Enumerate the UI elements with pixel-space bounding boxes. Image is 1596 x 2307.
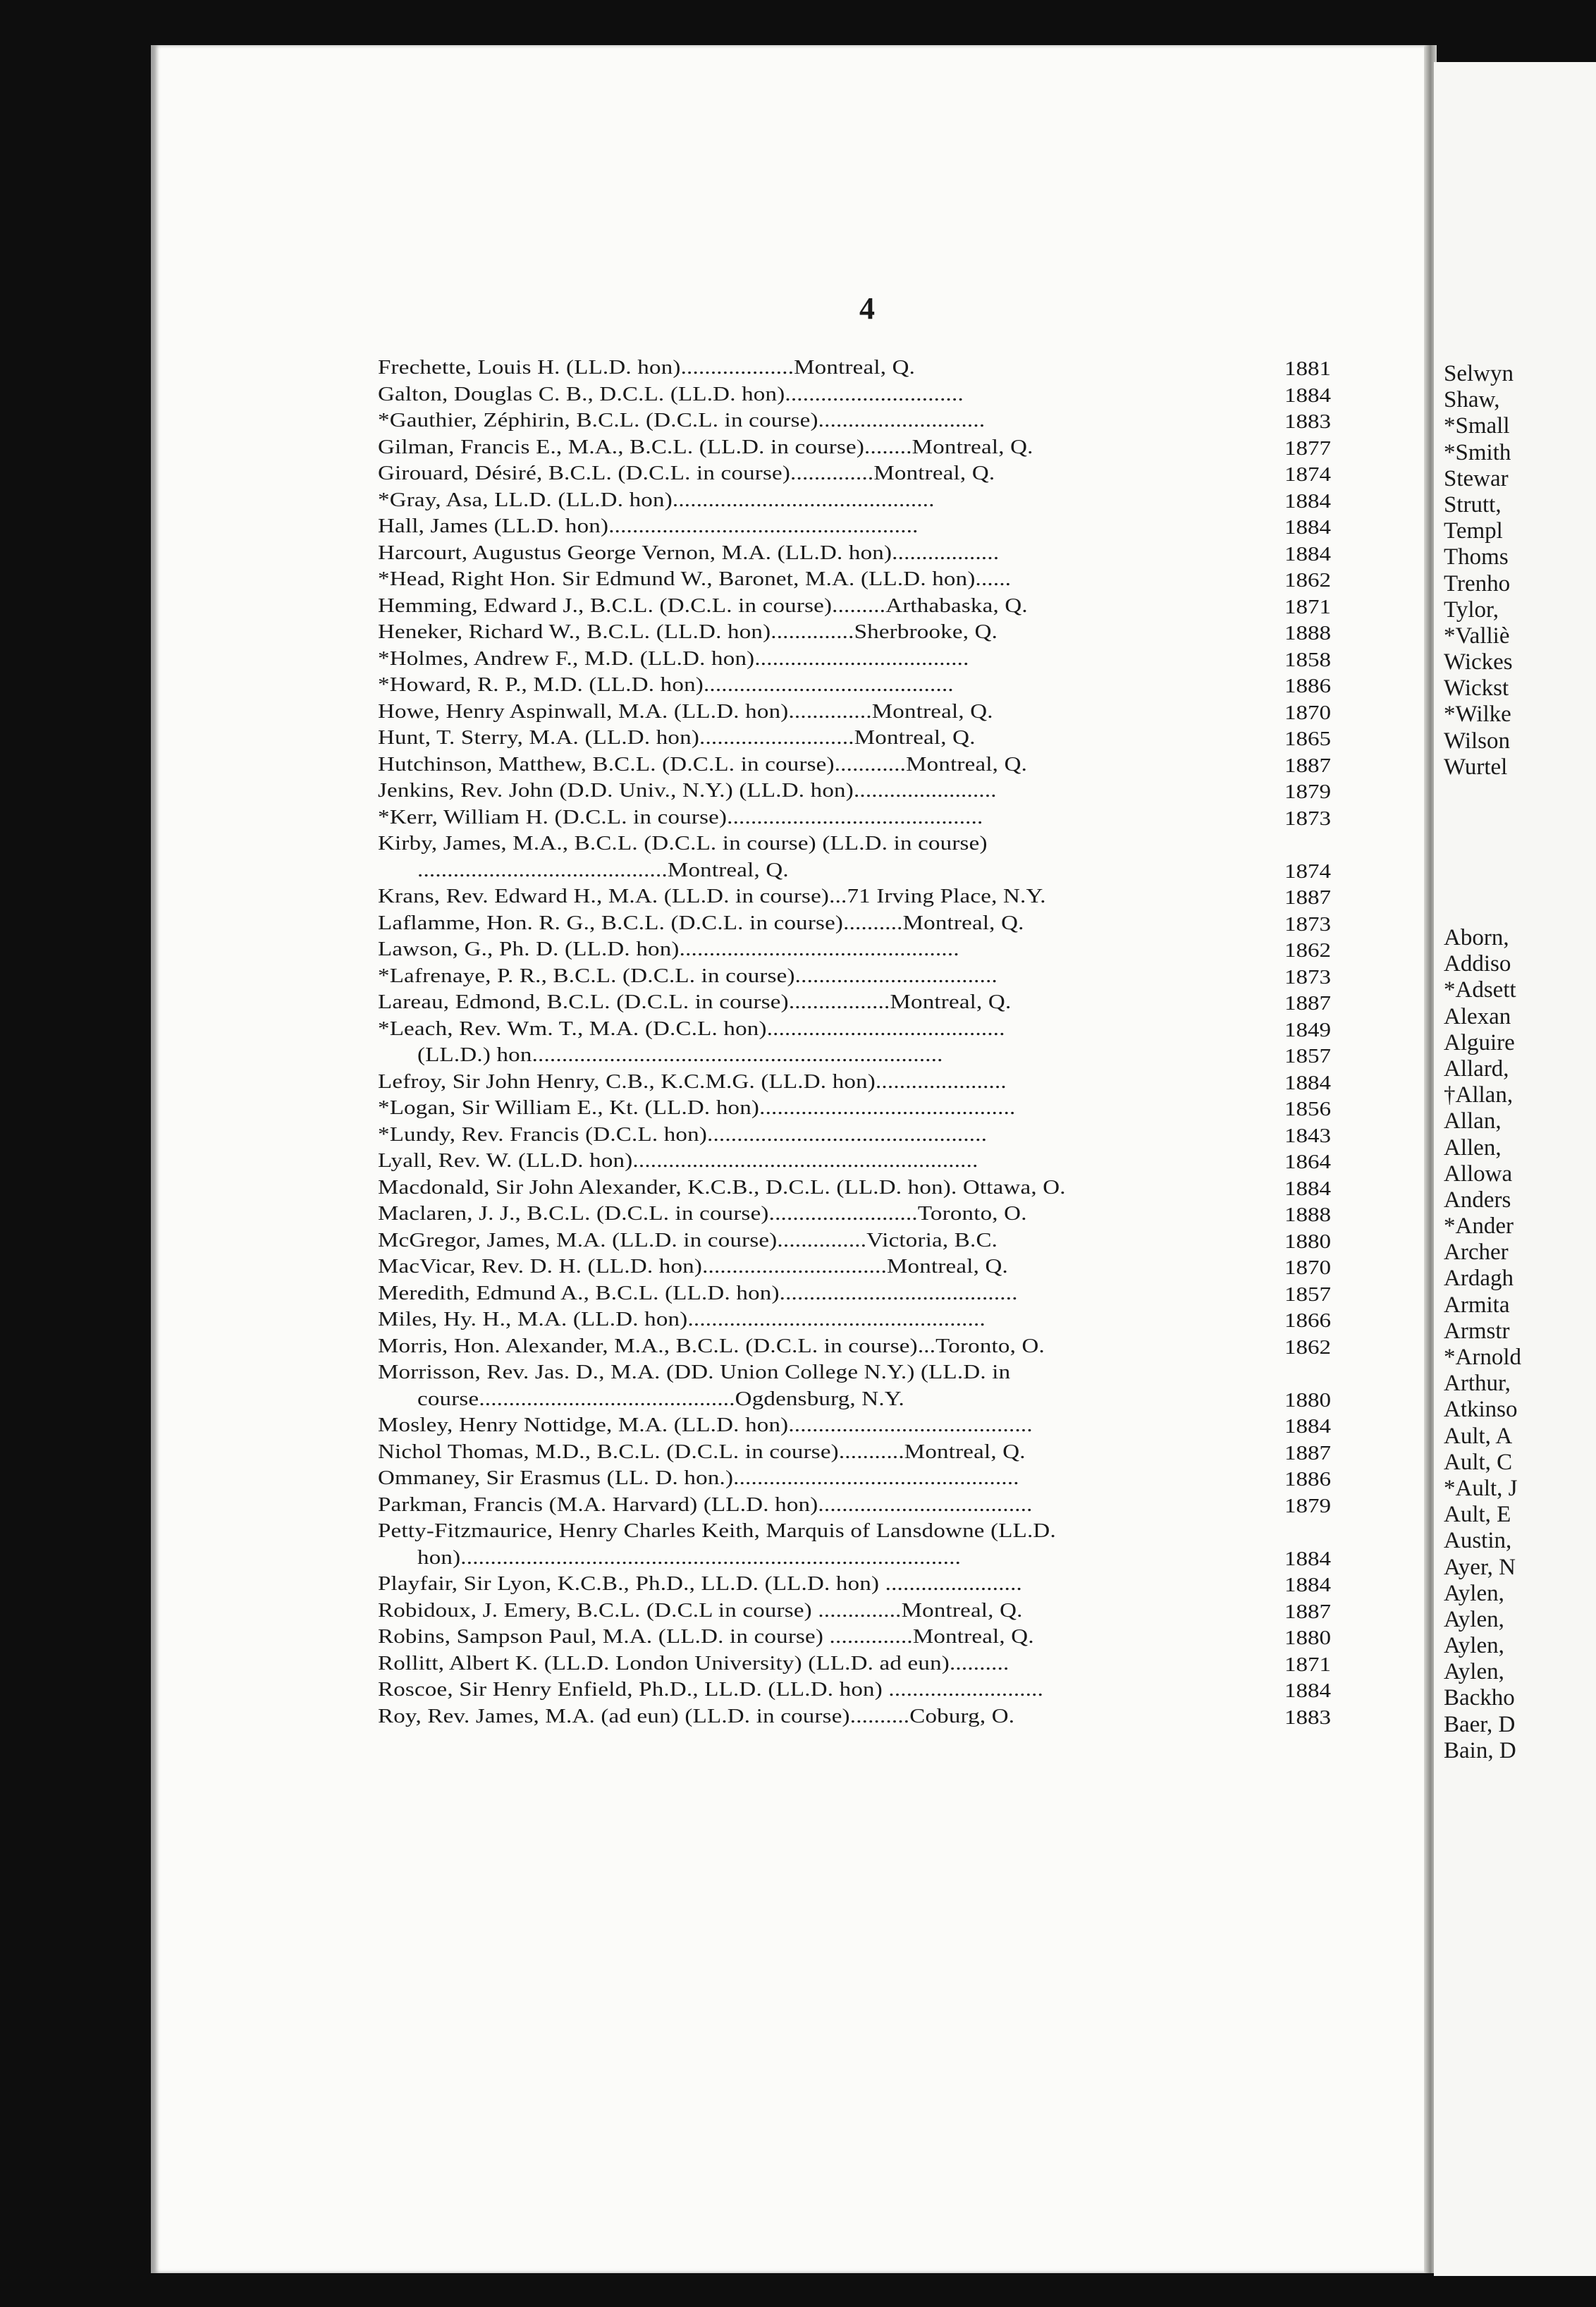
entry-text: Lareau, Edmond, B.C.L. (D.C.L. in course).................Montreal, Q. — [378, 991, 1012, 1013]
entry-text: Laflamme, Hon. R. G., B.C.L. (D.C.L. in course)..........Montreal, Q. — [378, 912, 1024, 934]
entry-year: 1873 — [1284, 966, 1331, 989]
entry-year: 1884 — [1284, 517, 1331, 539]
register-entries — [361, 357, 1331, 1736]
entry-year: 1874 — [1284, 464, 1331, 486]
entry-text: *Logan, Sir William E., Kt. (LL.D. hon)........................................... — [378, 1097, 1016, 1119]
entry-text: Petty-Fitzmaurice, Henry Charles Keith, Marquis of Lansdowne (LL.D. — [378, 1520, 1056, 1542]
entry-year: 1886 — [1284, 1469, 1331, 1491]
entry-text: Meredith, Edmund A., B.C.L. (LL.D. hon)........................................ — [378, 1282, 1018, 1304]
right-page-entry-fragment: †Allan, — [1444, 1082, 1514, 1108]
entry-year: 1887 — [1284, 887, 1331, 909]
right-page-entry-fragment: Tylor, — [1444, 596, 1499, 623]
entry-year: 1884 — [1284, 1574, 1331, 1596]
entry-year: 1858 — [1284, 649, 1331, 671]
entry-year: 1881 — [1284, 358, 1331, 380]
right-page-entry-fragment: Aylen, — [1444, 1659, 1504, 1685]
entry-year: 1886 — [1284, 675, 1331, 697]
entry-text: Gilman, Francis E., M.A., B.C.L. (LL.D. in course)........Montreal, Q. — [378, 436, 1033, 458]
right-page-entry-fragment: Baer, D — [1444, 1711, 1516, 1737]
right-page-lower-column — [1444, 925, 1596, 1764]
entry-year: 1884 — [1284, 1177, 1331, 1200]
entry-year: 1884 — [1284, 1416, 1331, 1438]
entry-text: Maclaren, J. J., B.C.L. (D.C.L. in course).........................Toronto, O. — [378, 1203, 1027, 1225]
right-page-entry-fragment: Alexan — [1444, 1003, 1511, 1029]
entry-text: Playfair, Sir Lyon, K.C.B., Ph.D., LL.D. (LL.D. hon) ....................... — [378, 1573, 1022, 1595]
right-page-entry-fragment: Ardagh — [1444, 1266, 1514, 1292]
right-page-entry-fragment: Bain, D — [1444, 1737, 1516, 1763]
right-page-entry-fragment: Strutt, — [1444, 491, 1502, 518]
entry-text: Morris, Hon. Alexander, M.A., B.C.L. (D.C.L. in course)...Toronto, O. — [378, 1335, 1045, 1357]
right-page-entry-fragment: Alguire — [1444, 1029, 1515, 1055]
right-page-entry-fragment: Wickst — [1444, 675, 1509, 702]
entry-text: Hemming, Edward J., B.C.L. (D.C.L. in course).........Arthabaska, Q. — [378, 594, 1028, 617]
entry-text: course...........................................Ogdensburg, N.Y. — [417, 1388, 904, 1410]
entry-text: Nichol Thomas, M.D., B.C.L. (D.C.L. in course)...........Montreal, Q. — [378, 1440, 1026, 1463]
entry-text: Miles, Hy. H., M.A. (LL.D. hon).................................................. — [378, 1309, 986, 1330]
entry-text: Hunt, T. Sterry, M.A. (LL.D. hon)..........................Montreal, Q. — [378, 727, 976, 749]
right-page-entry-fragment: Ault, A — [1444, 1423, 1513, 1449]
entry-year: 1887 — [1284, 993, 1331, 1015]
right-page-entry-fragment: Arthur, — [1444, 1371, 1511, 1397]
entry-text: Lyall, Rev. W. (LL.D. hon).......................................................... — [378, 1150, 978, 1172]
entry-year: 1880 — [1284, 1230, 1331, 1253]
right-page-entry-fragment: *Adsett — [1444, 977, 1516, 1003]
entry-text: Hutchinson, Matthew, B.C.L. (D.C.L. in course)............Montreal, Q. — [378, 753, 1028, 776]
entry-year: 1887 — [1284, 754, 1331, 777]
entry-year: 1864 — [1284, 1151, 1331, 1173]
entry-year: 1887 — [1284, 1601, 1331, 1623]
entry-text: *Lundy, Rev. Francis (D.C.L. hon)............................................... — [378, 1123, 988, 1146]
right-page-entry-fragment: Atkinso — [1444, 1397, 1518, 1423]
right-page-entry-fragment: Armita — [1444, 1292, 1510, 1318]
entry-text: Kirby, James, M.A., B.C.L. (D.C.L. in course) (LL.D. in course) — [378, 833, 988, 855]
entry-year: 1880 — [1284, 1389, 1331, 1412]
entry-text: Krans, Rev. Edward H., M.A. (LL.D. in course)...71 Irving Place, N.Y. — [378, 886, 1046, 907]
entry-year: 1888 — [1284, 1204, 1331, 1226]
right-page-entry-fragment: Templ — [1444, 518, 1503, 544]
right-page-entry-fragment: Ayer, N — [1444, 1554, 1516, 1580]
right-page-entry-fragment: Selwyn — [1444, 361, 1514, 386]
right-page-entry-fragment: Allowa — [1444, 1161, 1513, 1187]
entry-year: 1862 — [1284, 940, 1331, 962]
right-page-entry-fragment: Aylen, — [1444, 1633, 1504, 1659]
entry-year: 1883 — [1284, 411, 1331, 433]
entry-text: Harcourt, Augustus George Vernon, M.A. (LL.D. hon).................. — [378, 541, 1000, 564]
right-page-entry-fragment: Austin, — [1444, 1528, 1512, 1554]
right-page-entry-fragment: Armstr — [1444, 1318, 1510, 1344]
right-page-entry-fragment: *Wilke — [1444, 702, 1511, 728]
entry-year: 1883 — [1284, 1706, 1331, 1729]
right-page-entry-fragment: Aylen, — [1444, 1606, 1504, 1632]
right-page-entry-fragment: Shaw, — [1444, 387, 1500, 413]
entry-text: MacVicar, Rev. D. H. (LL.D. hon)...............................Montreal, Q. — [378, 1256, 1008, 1278]
entry-text: Jenkins, Rev. John (D.D. Univ., N.Y.) (LL.D. hon)........................ — [378, 780, 997, 802]
right-page-entry-fragment: Allan, — [1444, 1108, 1502, 1134]
right-page-entry-fragment: Backho — [1444, 1685, 1515, 1711]
entry-year: 1856 — [1284, 1099, 1331, 1120]
entry-year: 1871 — [1284, 1653, 1331, 1676]
entry-year: 1871 — [1284, 596, 1331, 618]
entry-year: 1873 — [1284, 807, 1331, 830]
right-page-entry-fragment: Wickes — [1444, 649, 1513, 675]
entry-text: Ommaney, Sir Erasmus (LL. D. hon.)................................................ — [378, 1467, 1019, 1489]
entry-year: 1877 — [1284, 437, 1331, 460]
entry-text: Robidoux, J. Emery, B.C.L. (D.C.L in course) ..............Montreal, Q. — [378, 1599, 1023, 1622]
entry-text: (LL.D.) hon..................................................................... — [417, 1044, 943, 1066]
right-page-entry-fragment: Addiso — [1444, 951, 1511, 977]
right-page-entry-fragment: Aborn, — [1444, 925, 1509, 950]
right-page-entry-fragment: Ault, E — [1444, 1502, 1511, 1528]
entry-year: 1884 — [1284, 384, 1331, 407]
entry-year: 1849 — [1284, 1019, 1331, 1041]
entry-year: 1884 — [1284, 543, 1331, 565]
right-page-entry-fragment: Ault, C — [1444, 1449, 1513, 1475]
right-page-entry-fragment: Allard, — [1444, 1055, 1509, 1082]
entry-text: Morrisson, Rev. Jas. D., M.A. (DD. Union College N.Y.) (LL.D. in — [378, 1361, 1011, 1383]
entry-year: 1884 — [1284, 1548, 1331, 1570]
entry-text: Howe, Henry Aspinwall, M.A. (LL.D. hon)..............Montreal, Q. — [378, 700, 993, 723]
right-page-entry-fragment: Trenho — [1444, 570, 1511, 596]
page-number: 4 — [859, 291, 875, 326]
entry-text: Frechette, Louis H. (LL.D. hon)...................Montreal, Q. — [378, 357, 916, 379]
entry-text: *Leach, Rev. Wm. T., M.A. (D.C.L. hon)........................................ — [378, 1017, 1005, 1040]
entry-text: Roscoe, Sir Henry Enfield, Ph.D., LL.D. (LL.D. hon) .......................... — [378, 1679, 1044, 1701]
entry-text: Hall, James (LL.D. hon).................................................... — [378, 515, 919, 537]
entry-text: *Head, Right Hon. Sir Edmund W., Baronet, M.A. (LL.D. hon)...... — [378, 568, 1012, 590]
entry-text: ..........................................Montreal, Q. — [417, 859, 789, 881]
right-page — [1434, 62, 1596, 2276]
entry-year: 1866 — [1284, 1310, 1331, 1332]
entry-text: Roy, Rev. James, M.A. (ad eun) (LL.D. in course)..........Coburg, O. — [378, 1705, 1015, 1727]
entry-text: Lefroy, Sir John Henry, C.B., K.C.M.G. (LL.D. hon)...................... — [378, 1070, 1007, 1093]
entry-text: Rollitt, Albert K. (LL.D. London University) (LL.D. ad eun).......... — [378, 1652, 1009, 1675]
entry-text: Robins, Sampson Paul, M.A. (LL.D. in course) ..............Montreal, Q. — [378, 1626, 1034, 1648]
right-page-upper-column — [1444, 361, 1596, 781]
entry-text: Mosley, Henry Nottidge, M.A. (LL.D. hon)......................................... — [378, 1414, 1033, 1436]
entry-year: 1870 — [1284, 1257, 1331, 1279]
entry-year: 1862 — [1284, 570, 1331, 592]
right-page-entry-fragment: Thoms — [1444, 544, 1509, 570]
register-entry — [361, 1705, 1331, 1737]
entry-text: Heneker, Richard W., B.C.L. (LL.D. hon)..............Sherbrooke, Q. — [378, 621, 998, 643]
entry-text: hon).................................................................................... — [417, 1546, 962, 1569]
entry-year: 1873 — [1284, 913, 1331, 936]
entry-text: *Gauthier, Zéphirin, B.C.L. (D.C.L. in course)............................ — [378, 410, 986, 432]
right-page-entry-fragment: *Smith — [1444, 439, 1511, 465]
right-page-entry-fragment: Wilson — [1444, 728, 1511, 754]
entry-year: 1884 — [1284, 490, 1331, 513]
entry-year: 1874 — [1284, 860, 1331, 883]
entry-text: Parkman, Francis (M.A. Harvard) (LL.D. hon).................................... — [378, 1493, 1033, 1516]
entry-year: 1870 — [1284, 702, 1331, 724]
entry-text: *Gray, Asa, LL.D. (LL.D. hon)............................................ — [378, 489, 935, 511]
entry-text: Lawson, G., Ph. D. (LL.D. hon)............................................... — [378, 938, 959, 960]
entry-year: 1879 — [1284, 1495, 1331, 1517]
entry-year: 1862 — [1284, 1336, 1331, 1359]
right-page-entry-fragment: Archer — [1444, 1240, 1509, 1266]
entry-year: 1843 — [1284, 1125, 1331, 1147]
entry-year: 1880 — [1284, 1627, 1331, 1649]
entry-year: 1857 — [1284, 1046, 1331, 1067]
entry-year: 1884 — [1284, 1680, 1331, 1702]
right-page-entry-fragment: *Arnold — [1444, 1345, 1521, 1370]
entry-text: *Lafrenaye, P. R., B.C.L. (D.C.L. in course).................................. — [378, 965, 998, 987]
entry-year: 1884 — [1284, 1072, 1331, 1094]
entry-year: 1887 — [1284, 1442, 1331, 1464]
entry-year: 1888 — [1284, 623, 1331, 644]
right-page-entry-fragment: *Valliè — [1444, 623, 1510, 649]
entry-text: *Kerr, William H. (D.C.L. in course)........................................... — [378, 806, 983, 828]
entry-year: 1857 — [1284, 1283, 1331, 1306]
entry-text: Macdonald, Sir John Alexander, K.C.B., D.C.L. (LL.D. hon). Ottawa, O. — [378, 1176, 1066, 1199]
right-page-entry-fragment: Anders — [1444, 1187, 1511, 1213]
right-page-entry-fragment: *Ander — [1444, 1213, 1514, 1240]
entry-text: *Howard, R. P., M.D. (LL.D. hon).......................................... — [378, 674, 954, 696]
entry-text: McGregor, James, M.A. (LL.D. in course)...............Victoria, B.C. — [378, 1229, 998, 1252]
entry-year: 1865 — [1284, 728, 1331, 750]
right-page-entry-fragment: *Ault, J — [1444, 1475, 1518, 1501]
entry-text: Galton, Douglas C. B., D.C.L. (LL.D. hon).............................. — [378, 383, 964, 405]
right-page-entry-fragment: *Small — [1444, 413, 1510, 439]
right-page-entry-fragment: Aylen, — [1444, 1580, 1504, 1606]
right-page-entry-fragment: Wurtel — [1444, 754, 1508, 780]
right-page-entry-fragment: Stewar — [1444, 465, 1509, 491]
entry-year: 1879 — [1284, 781, 1331, 803]
entry-text: Girouard, Désiré, B.C.L. (D.C.L. in course)..............Montreal, Q. — [378, 463, 995, 484]
entry-text: *Holmes, Andrew F., M.D. (LL.D. hon).................................... — [378, 647, 969, 670]
right-page-entry-fragment: Allen, — [1444, 1134, 1502, 1161]
